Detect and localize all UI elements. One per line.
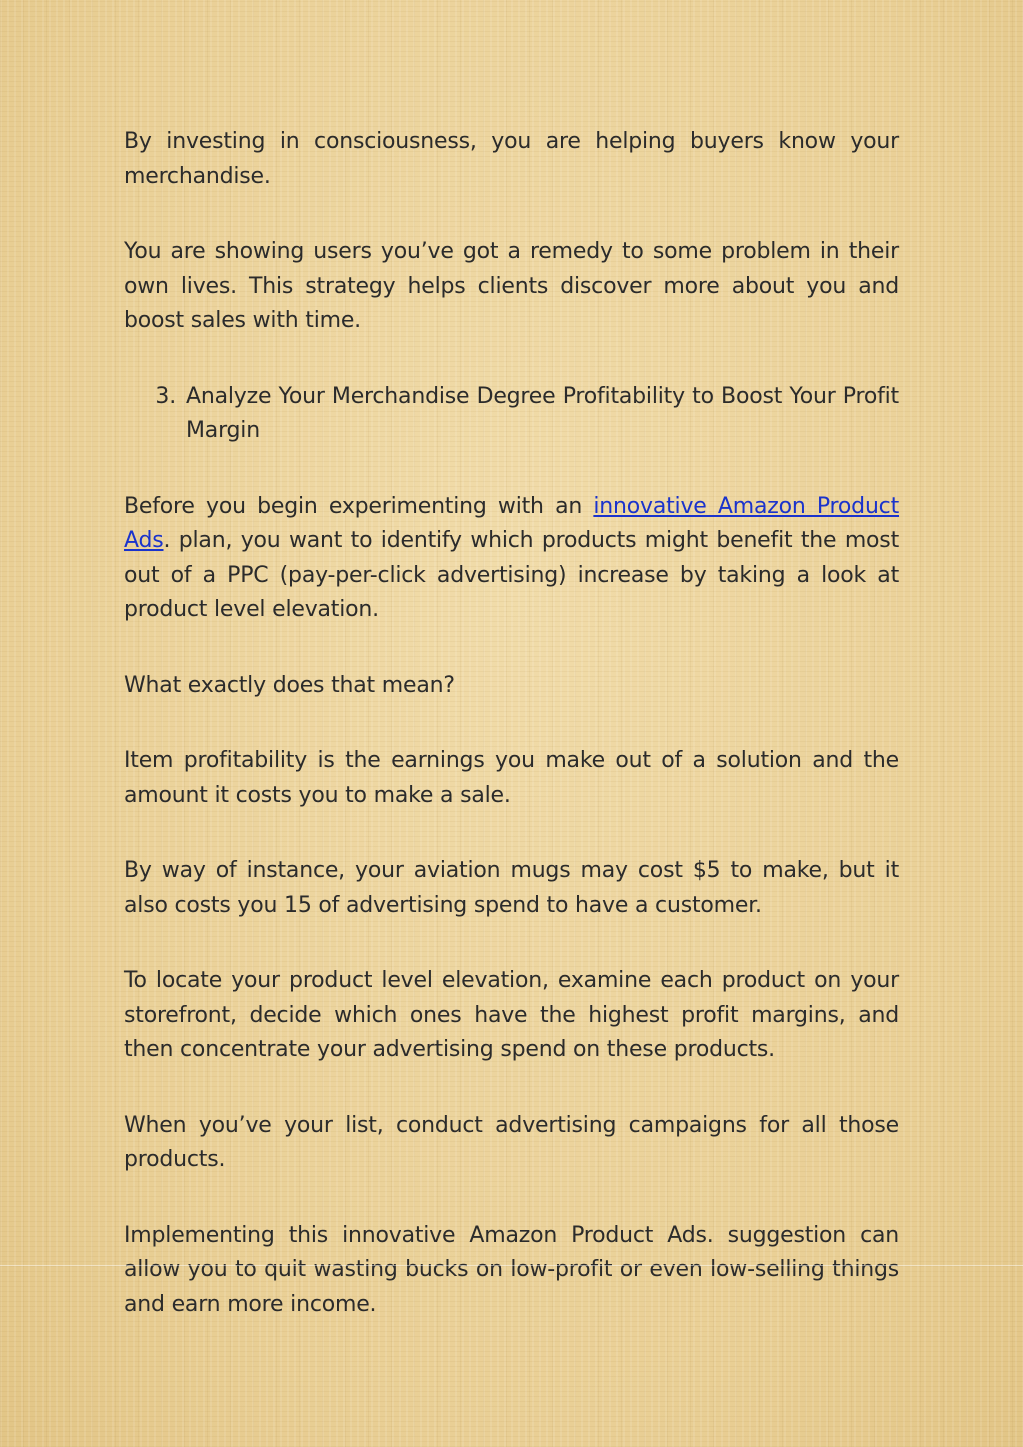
paragraph-campaigns: When you’ve your list, conduct advertising campaigns for all those products. (124, 1112, 899, 1172)
paragraph-implementing: Implementing this innovative Amazon Product Ads. suggestion can allow you to quit wasting bucks on low-profit or even low-selling things and earn more income. (124, 1222, 899, 1317)
paragraph-locate: To locate your product level elevation, examine each product on your storefront, decide which ones have the highest profit margins, and then concentrate your advertising spend on these products. (124, 968, 899, 1062)
paragraph-instance: By way of instance, your aviation mugs may cost $5 to make, but it also costs you 15 of advertising spend to have a customer. (124, 858, 899, 918)
paragraph-remedy: You are showing users you’ve got a remedy to some problem in their own lives. This strategy helps clients discover more about you and boost sales with time. (124, 239, 899, 333)
paragraph-question: What exactly does that mean? (124, 672, 455, 698)
document-body (124, 125, 899, 1363)
paragraph-profitability: Item profitability is the earnings you make out of a solution and the amount it costs you to make a sale. (124, 748, 899, 808)
page-divider (0, 1265, 1023, 1266)
numbered-item-3 (124, 380, 899, 449)
paragraph-text-after-link: . plan, you want to identify which products might benefit the most out of a PPC (pay-per-click advertising) increase by taking a look at product level elevation. (124, 528, 899, 622)
amazon-product-ads-link[interactable]: innovative Amazon Product Ads (124, 493, 900, 553)
list-number: 3. (155, 383, 176, 409)
paragraph-text-before-link: Before you begin experimenting with an (124, 493, 594, 519)
list-item-text: Analyze Your Merchandise Degree Profitability to Boost Your Profit Margin (186, 383, 899, 443)
paragraph-awareness: By investing in consciousness, you are helping buyers know your merchandise. (124, 129, 899, 189)
paragraph-experimenting (124, 490, 899, 628)
